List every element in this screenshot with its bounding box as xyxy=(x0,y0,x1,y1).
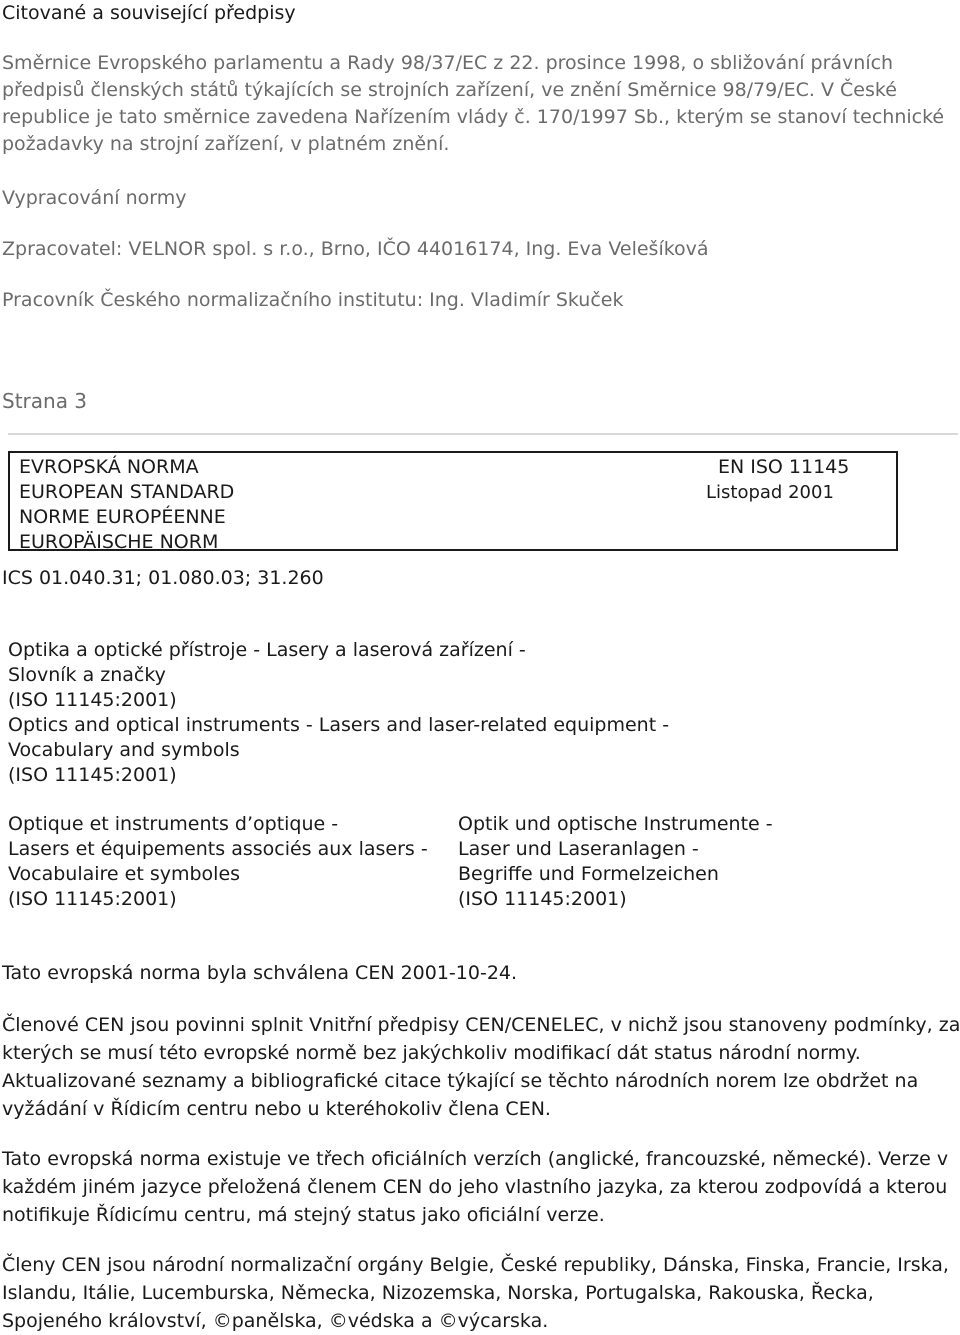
paragraph-line: Tato evropská norma existuje ve třech oficiálních verzích (anglické, francouzské, německé). Verze v xyxy=(2,1148,949,1170)
standard-date: Listopad 2001 xyxy=(706,482,834,503)
preparation-author: Zpracovatel: VELNOR spol. s r.o., Brno, IČO 44016174, Ing. Eva Velešíková xyxy=(2,238,709,260)
page-label: Strana 3 xyxy=(2,389,88,413)
paragraph-line: každém jiném jazyce přeložená členem CEN do jeho vlastního jazyka, za kterou zodpovídá a kterou xyxy=(2,1176,948,1198)
related-line: předpisů členských států týkajících se strojních zařízení, ve znění Směrnice 98/79/EC. V České xyxy=(2,79,897,101)
standard-name: EUROPÄISCHE NORM xyxy=(19,531,219,553)
page-divider xyxy=(8,433,958,435)
title-czech-english xyxy=(8,638,669,788)
standard-name: NORME EUROPÉENNE xyxy=(19,506,226,528)
title-german xyxy=(458,812,773,912)
title-english-line: Vocabulary and symbols xyxy=(8,739,240,761)
paragraph-line: Členy CEN jsou národní normalizační orgány Belgie, České republiky, Dánska, Finska, Francie, Irska, xyxy=(2,1254,949,1276)
title-german-line: Begriffe und Formelzeichen xyxy=(458,863,719,885)
title-french-line: Lasers et équipements associés aux lasers - xyxy=(8,838,428,860)
standard-code: EN ISO 11145 xyxy=(718,456,850,478)
standard-name: EVROPSKÁ NORMA xyxy=(19,456,199,478)
related-line: republice je tato směrnice zavedena Nařízením vlády č. 170/1997 Sb., kterým se stanoví technické xyxy=(2,106,945,128)
paragraph-line: Členové CEN jsou povinni splnit Vnitřní předpisy CEN/CENELEC, v nichž jsou stanoveny podmínky, za xyxy=(2,1014,960,1036)
paragraph-line: Spojeného království, ©panělska, ©védska a ©výcarska. xyxy=(2,1310,549,1332)
members-list-paragraph xyxy=(2,1251,952,1335)
paragraph-line: Aktualizované seznamy a bibliografické citace týkající se těchto národních norem lze obdržet na xyxy=(2,1070,919,1092)
related-line: požadavky na strojní zařízení, v platném znění. xyxy=(2,133,450,155)
title-german-line: (ISO 11145:2001) xyxy=(458,888,627,910)
approval-text: Tato evropská norma byla schválena CEN 2001-10-24. xyxy=(2,962,518,984)
paragraph-line: kterých se musí této evropské normě bez jakýchkoliv modifikací dát status národní normy. xyxy=(2,1042,861,1064)
standard-names xyxy=(19,455,234,555)
title-german-line: Laser und Laseranlagen - xyxy=(458,838,699,860)
title-english-line: Optics and optical instruments - Lasers and laser-related equipment - xyxy=(8,714,670,736)
related-line: Směrnice Evropského parlamentu a Rady 98/37/EC z 22. prosince 1998, o sbližování právních xyxy=(2,52,894,74)
title-czech-line: Optika a optické přístroje - Lasery a laserová zařízení - xyxy=(8,639,526,661)
title-french-line: (ISO 11145:2001) xyxy=(8,888,177,910)
title-french-line: Optique et instruments d’optique - xyxy=(8,813,339,835)
title-czech-line: (ISO 11145:2001) xyxy=(8,689,177,711)
versions-paragraph xyxy=(2,1145,952,1229)
preparation-institute: Pracovník Českého normalizačního institutu: Ing. Vladimír Skuček xyxy=(2,289,624,311)
preparation-heading: Vypracování normy xyxy=(2,187,187,209)
standard-box xyxy=(8,451,898,551)
paragraph-line: Islandu, Itálie, Lucemburska, Německa, Nizozemska, Norska, Portugalska, Rakouska, Řecka, xyxy=(2,1282,874,1304)
title-czech-line: Slovník a značky xyxy=(8,664,166,686)
title-french xyxy=(8,812,428,912)
related-regulations-paragraph xyxy=(2,50,952,158)
ics-codes: ICS 01.040.31; 01.080.03; 31.260 xyxy=(2,567,324,589)
title-german-line: Optik und optische Instrumente - xyxy=(458,813,773,835)
paragraph-line: notifikuje Řídicímu centru, má stejný status jako oficiální verze. xyxy=(2,1204,605,1226)
standard-name: EUROPEAN STANDARD xyxy=(19,481,235,503)
page-title: Citované a související předpisy xyxy=(2,2,296,24)
members-obligation-paragraph xyxy=(2,1011,960,1123)
title-english-line: (ISO 11145:2001) xyxy=(8,764,177,786)
title-french-line: Vocabulaire et symboles xyxy=(8,863,241,885)
paragraph-line: vyžádání v Řídicím centru nebo u kteréhokoliv člena CEN. xyxy=(2,1098,551,1120)
